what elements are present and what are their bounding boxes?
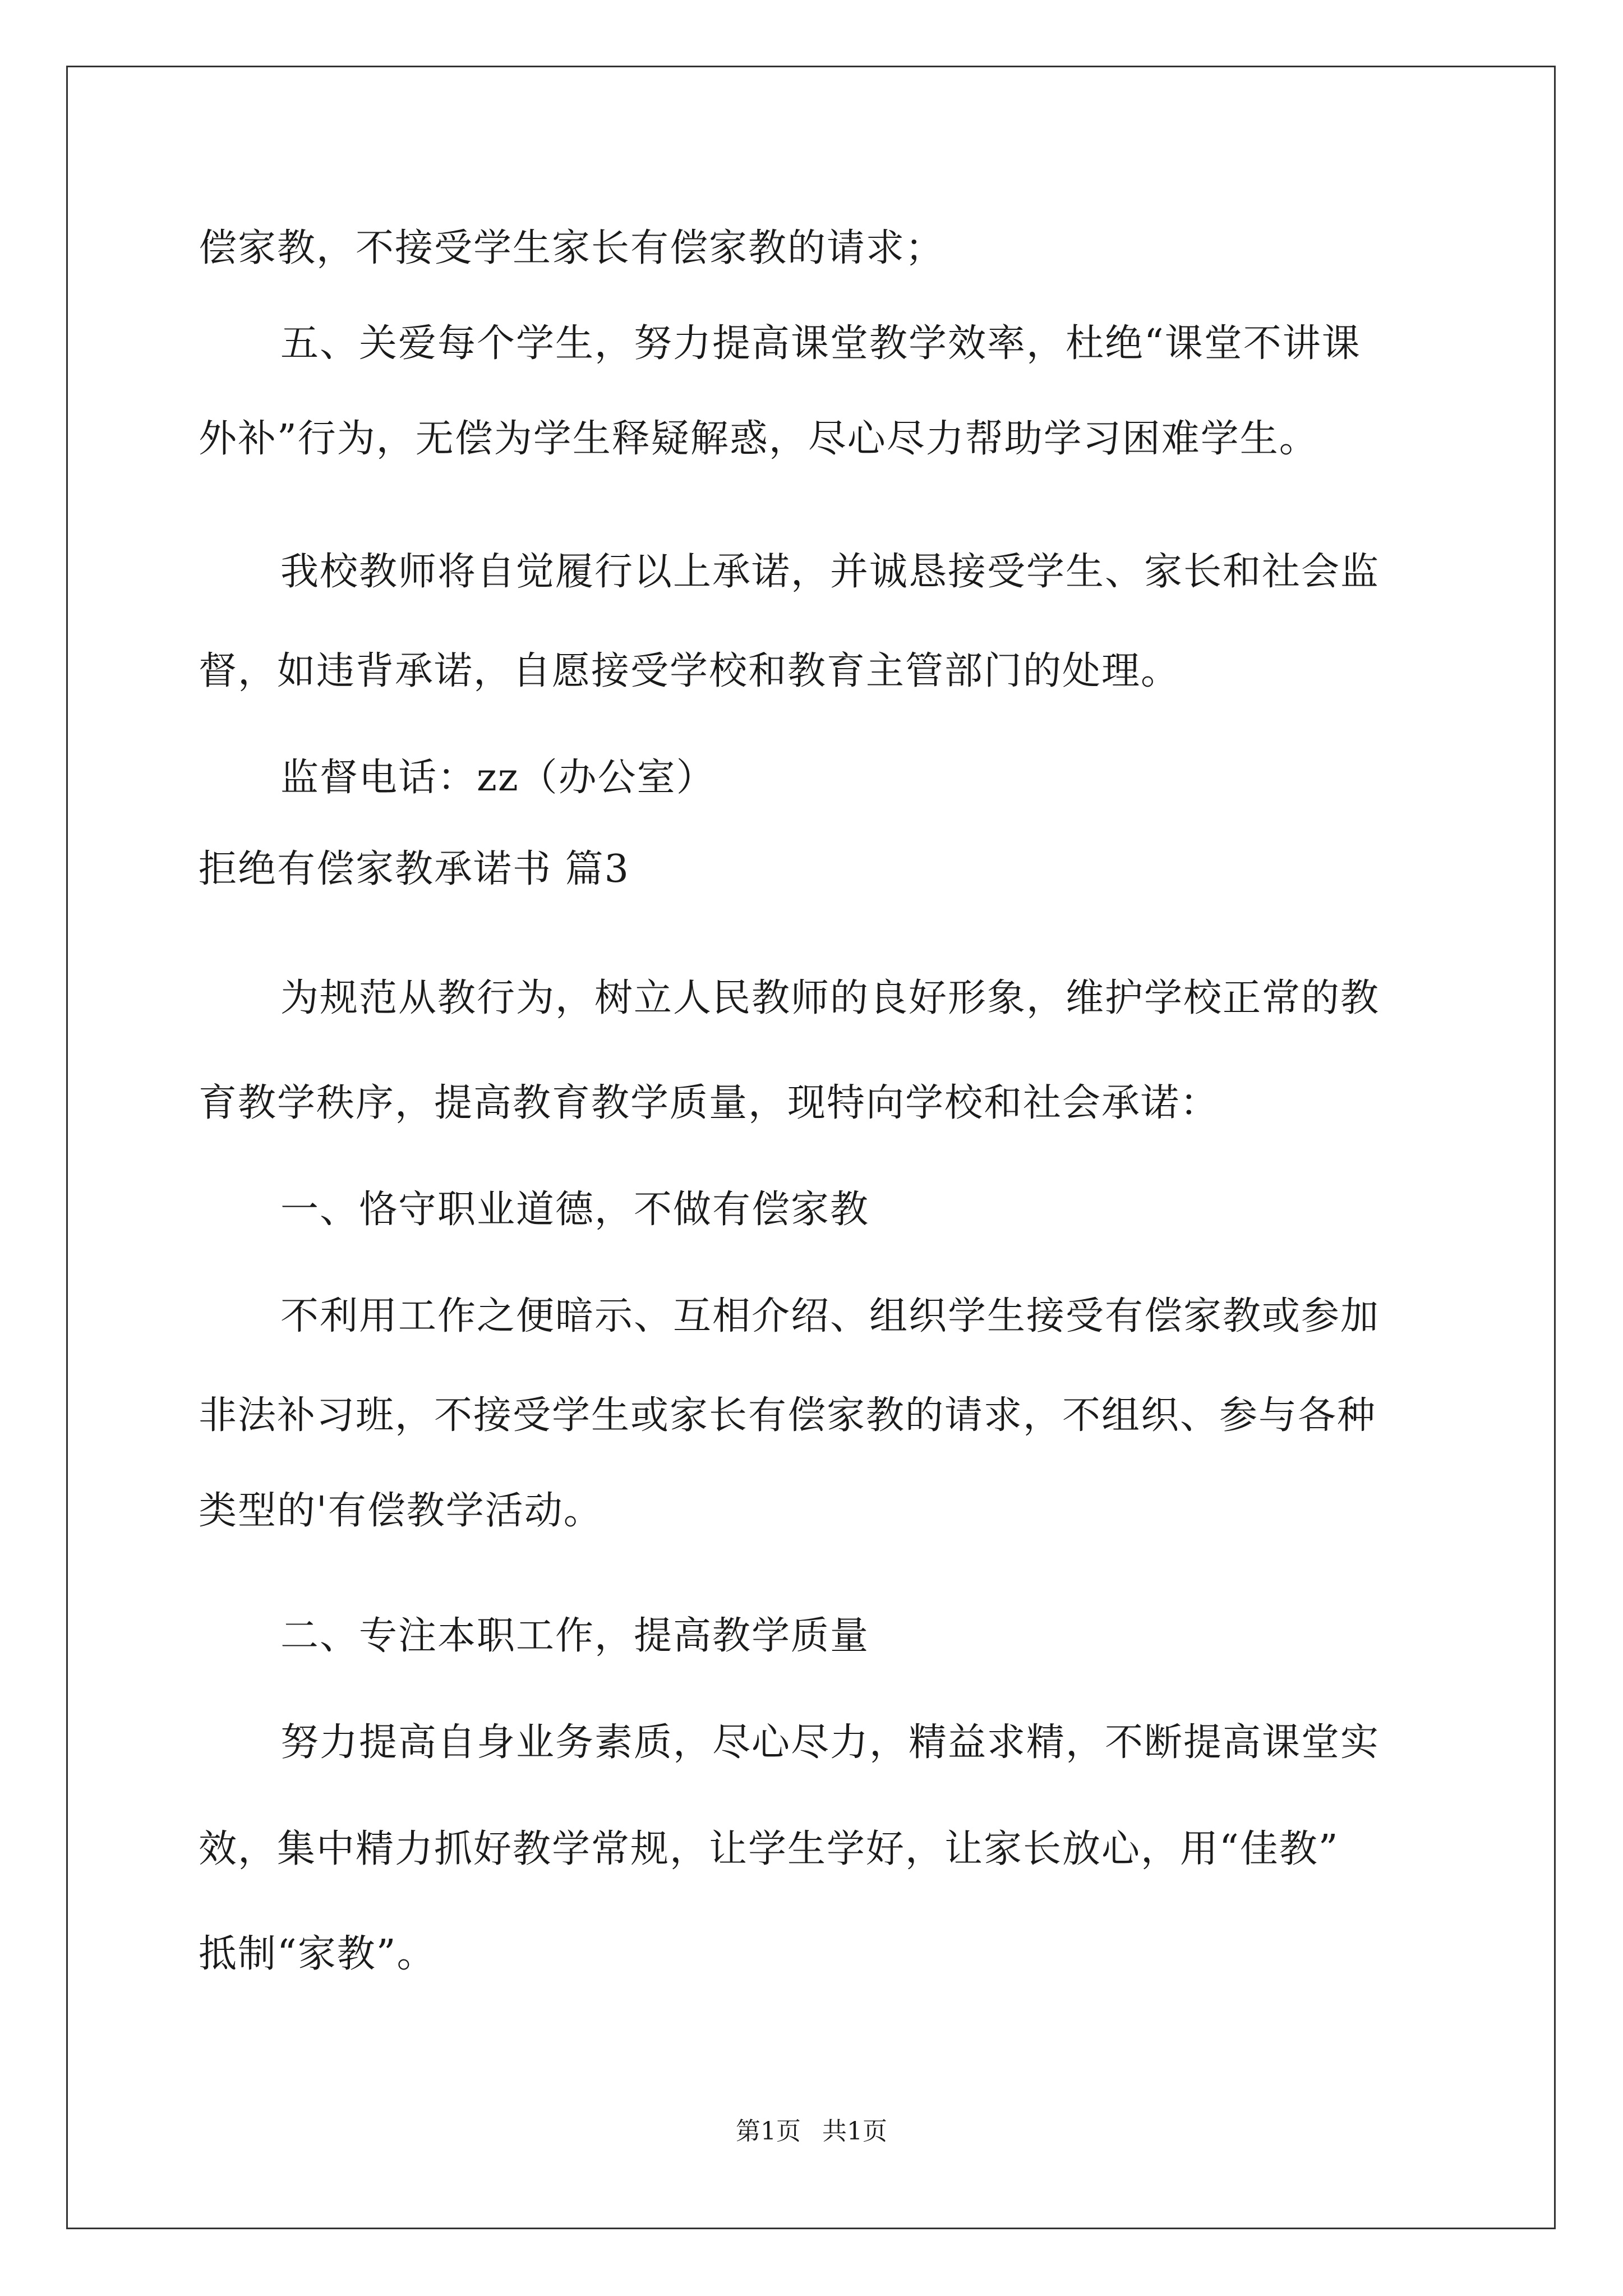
section-heading: 拒绝有偿家教承诺书 篇3 [199,847,630,891]
text-line: 偿家教，不接受学生家长有偿家教的请求； [199,226,945,270]
text-line: 五、关爱每个学生，努力提高课堂教学效率，杜绝“课堂不讲课 [280,321,1361,366]
text-line: 努力提高自身业务素质，尽心尽力，精益求精，不断提高课堂实 [280,1720,1380,1765]
page-total: 共1页 [822,2117,887,2146]
text-line: 效，集中精力抓好教学常规，让学生学好，让家长放心，用“佳教” [199,1827,1339,1871]
text-line: 抵制“家教”。 [199,1932,436,1976]
text-line: 督，如违背承诺，自愿接受学校和教育主管部门的处理。 [199,649,1181,693]
text-line: 一、恪守职业道德，不做有偿家教 [280,1188,870,1232]
text-line: 非法补习班，不接受学生或家长有偿家教的请求，不组织、参与各种 [199,1393,1377,1438]
text-line: 我校教师将自觉履行以上承诺，并诚恳接受学生、家长和社会监 [280,550,1380,594]
text-line: 不利用工作之便暗示、互相介绍、组织学生接受有偿家教或参加 [280,1294,1380,1338]
text-line: 外补”行为，无偿为学生释疑解惑，尽心尽力帮助学习困难学生。 [199,417,1318,461]
text-line: 监督电话：zz（办公室） [280,756,716,800]
page-border [66,66,1556,2229]
text-line: 为规范从教行为，树立人民教师的良好形象，维护学校正常的教 [280,976,1380,1020]
text-line: 二、专注本职工作，提高教学质量 [280,1614,870,1658]
text-line: 类型的'有偿教学活动。 [199,1489,603,1533]
text-line: 育教学秩序，提高教育教学质量，现特向学校和社会承诺： [199,1081,1220,1125]
page-footer [0,2116,1623,2147]
page-number: 第1页 [736,2117,801,2146]
